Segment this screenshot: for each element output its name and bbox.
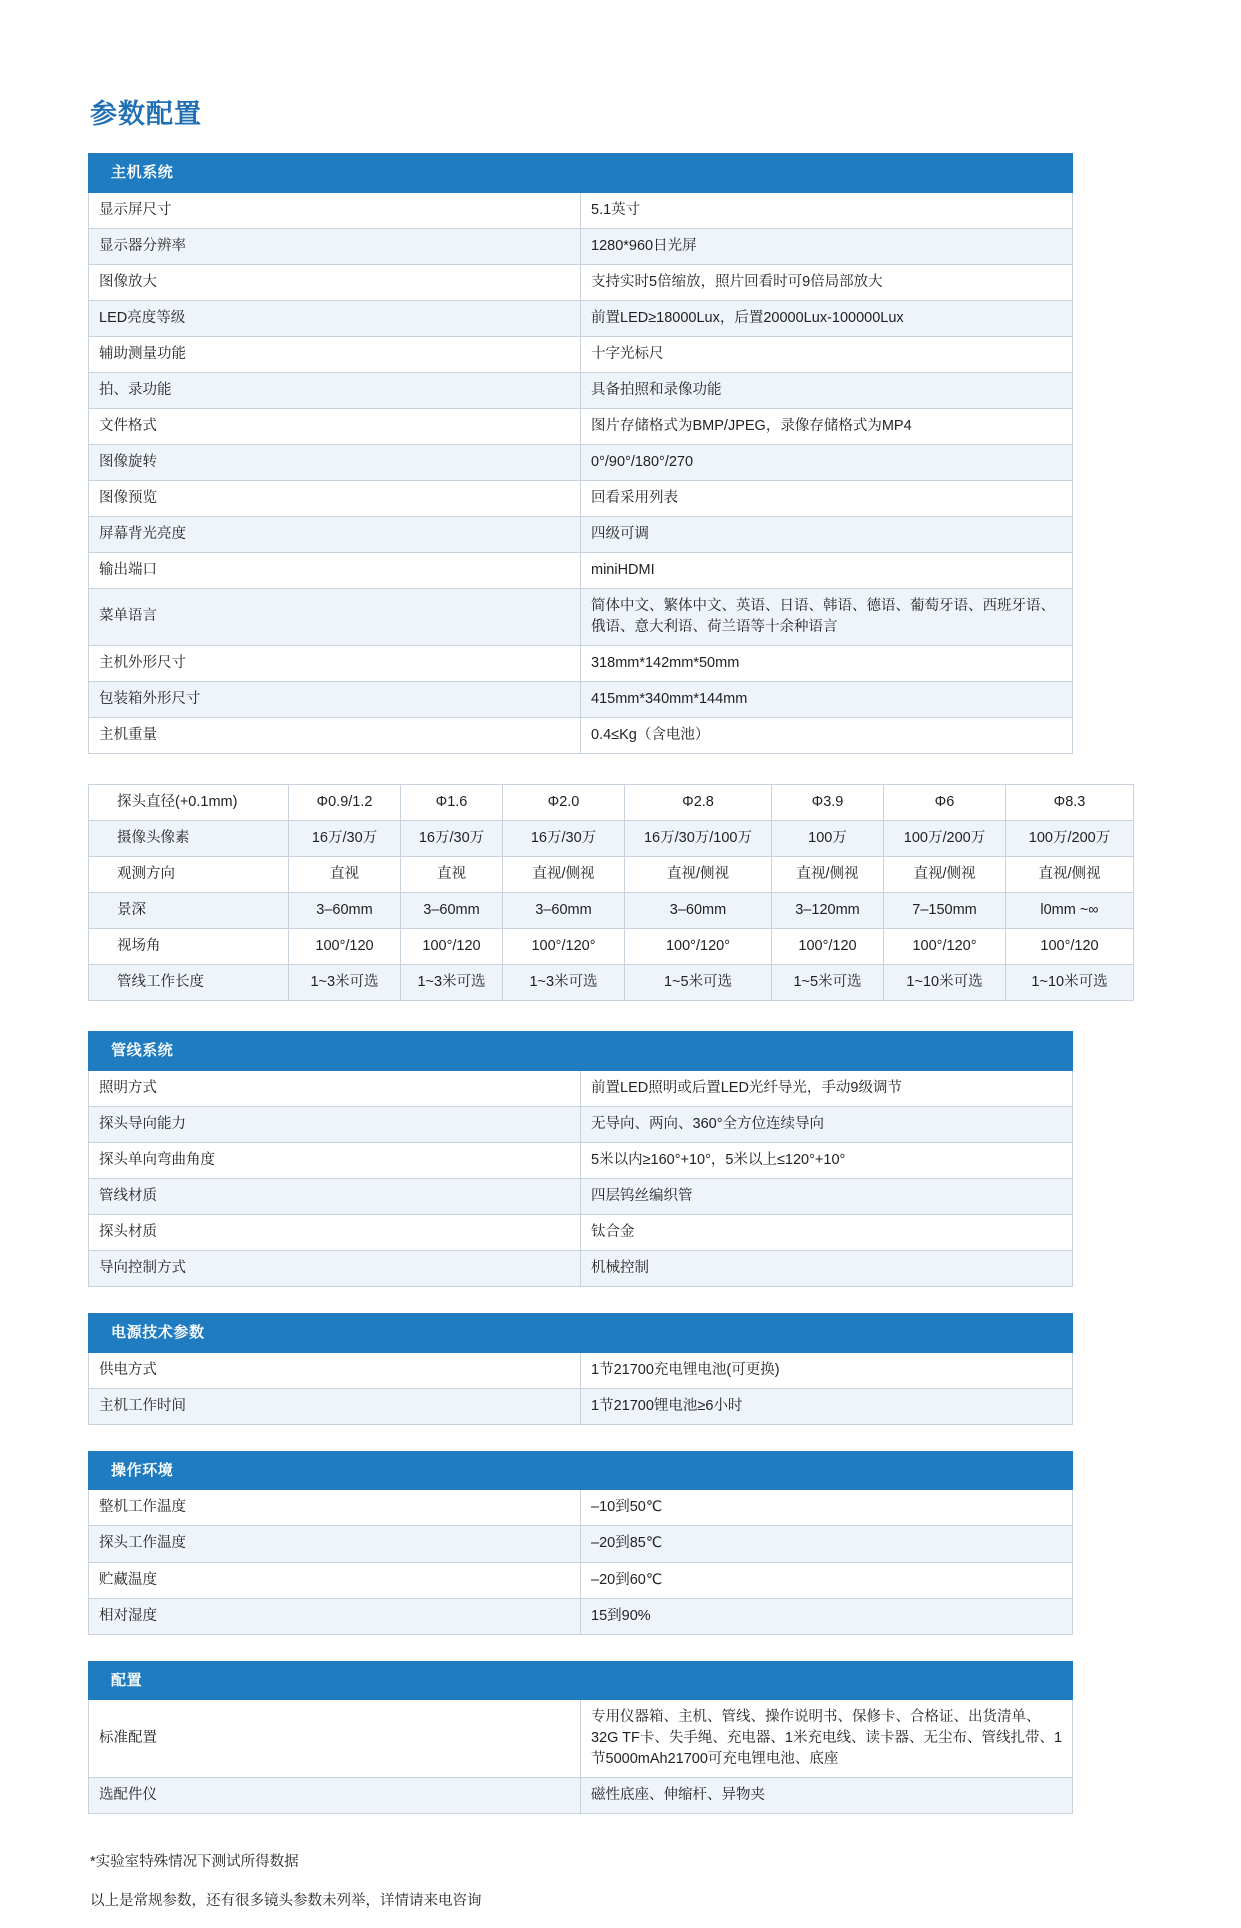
row-cell: 100°/120°	[625, 929, 772, 965]
table-row	[89, 857, 1134, 893]
section-header-pipeline-system	[89, 1032, 1073, 1071]
row-value: 318mm*142mm*50mm	[581, 645, 1073, 681]
row-value: 专用仪器箱、主机、管线、操作说明书、保修卡、合格证、出货清单、32G TF卡、失手绳、充电器、1米充电线、读卡器、无尘布、管线扎带、1节5000mAh21700可充电锂电池、底座	[581, 1700, 1073, 1778]
spacer	[88, 1425, 1073, 1451]
row-value: 四级可调	[581, 516, 1073, 552]
row-cell: 1~10米可选	[1006, 965, 1134, 1001]
row-label: 视场角	[89, 929, 289, 965]
row-cell: 3–60mm	[503, 893, 625, 929]
table-row	[89, 821, 1134, 857]
row-value: 磁性底座、伸缩杆、异物夹	[581, 1778, 1073, 1814]
row-label: 探头直径(+0.1mm)	[89, 785, 289, 821]
row-label: 照明方式	[89, 1070, 581, 1106]
row-cell: Φ6	[884, 785, 1006, 821]
row-cell: 3–120mm	[772, 893, 884, 929]
row-label: 观测方向	[89, 857, 289, 893]
table-row	[89, 929, 1134, 965]
spacer	[88, 1001, 1073, 1031]
section-header-host-system	[89, 154, 1073, 193]
host-system-table	[88, 153, 1073, 754]
table-row	[89, 681, 1073, 717]
row-value: 十字光标尺	[581, 336, 1073, 372]
row-label: 探头工作温度	[89, 1526, 581, 1562]
row-value: 1280*960日光屏	[581, 228, 1073, 264]
spacer	[88, 1287, 1073, 1313]
row-cell: 3–60mm	[625, 893, 772, 929]
row-cell: 3–60mm	[289, 893, 401, 929]
row-value: 5米以内≥160°+10°，5米以上≤120°+10°	[581, 1142, 1073, 1178]
table-row	[89, 372, 1073, 408]
row-value: 1节21700充电锂电池(可更换)	[581, 1352, 1073, 1388]
table-row	[89, 893, 1134, 929]
row-label: 选配件仪	[89, 1778, 581, 1814]
operating-environment-table	[88, 1451, 1073, 1635]
table-row	[89, 1142, 1073, 1178]
row-cell: 7–150mm	[884, 893, 1006, 929]
pipeline-system-table	[88, 1031, 1073, 1287]
row-label: LED亮度等级	[89, 300, 581, 336]
row-cell: 直视/侧视	[772, 857, 884, 893]
row-cell: 直视/侧视	[625, 857, 772, 893]
table-row	[89, 588, 1073, 645]
row-cell: 直视/侧视	[1006, 857, 1134, 893]
table-row	[89, 300, 1073, 336]
table-row	[89, 264, 1073, 300]
probe-spec-table	[88, 784, 1134, 1001]
row-value: 1节21700锂电池≥6小时	[581, 1388, 1073, 1424]
row-cell: 直视	[401, 857, 503, 893]
table-row	[89, 1250, 1073, 1286]
row-cell: Φ0.9/1.2	[289, 785, 401, 821]
section-header-power-parameters	[89, 1313, 1073, 1352]
row-label: 菜单语言	[89, 588, 581, 645]
table-row	[89, 408, 1073, 444]
row-cell: l0mm ~∞	[1006, 893, 1134, 929]
row-cell: 100°/120°	[884, 929, 1006, 965]
row-cell: 1~3米可选	[503, 965, 625, 1001]
row-cell: 16万/30万	[289, 821, 401, 857]
page-title: 参数配置	[90, 99, 202, 129]
configuration-table	[88, 1661, 1073, 1815]
row-label: 文件格式	[89, 408, 581, 444]
row-label: 标准配置	[89, 1700, 581, 1778]
section-header-label: 管线系统	[89, 1032, 1073, 1071]
row-label: 探头材质	[89, 1214, 581, 1250]
row-cell: 1~5米可选	[625, 965, 772, 1001]
row-value: 具备拍照和录像功能	[581, 372, 1073, 408]
row-value: –20到85℃	[581, 1526, 1073, 1562]
row-label: 输出端口	[89, 552, 581, 588]
table-row	[89, 1700, 1073, 1778]
row-label: 包装箱外形尺寸	[89, 681, 581, 717]
table-row	[89, 645, 1073, 681]
row-value: 支持实时5倍缩放，照片回看时可9倍局部放大	[581, 264, 1073, 300]
table-row	[89, 228, 1073, 264]
row-value: –10到50℃	[581, 1490, 1073, 1526]
table-row	[89, 480, 1073, 516]
row-label: 整机工作温度	[89, 1490, 581, 1526]
row-value: 简体中文、繁体中文、英语、日语、韩语、德语、葡萄牙语、西班牙语、俄语、意大利语、荷兰语等十余种语言	[581, 588, 1073, 645]
row-label: 探头单向弯曲角度	[89, 1142, 581, 1178]
row-cell: 1~3米可选	[401, 965, 503, 1001]
table-row	[89, 336, 1073, 372]
row-cell: Φ2.8	[625, 785, 772, 821]
row-cell: 100万/200万	[1006, 821, 1134, 857]
section-header-label: 配置	[89, 1661, 1073, 1700]
row-cell: 1~5米可选	[772, 965, 884, 1001]
table-row	[89, 1178, 1073, 1214]
row-value: 415mm*340mm*144mm	[581, 681, 1073, 717]
table-row	[89, 192, 1073, 228]
section-header-label: 主机系统	[89, 154, 1073, 193]
row-cell: 直视	[289, 857, 401, 893]
row-label: 导向控制方式	[89, 1250, 581, 1286]
row-value: 0.4≤Kg（含电池）	[581, 717, 1073, 753]
row-value: 回看采用列表	[581, 480, 1073, 516]
row-label: 图像预览	[89, 480, 581, 516]
row-label: 景深	[89, 893, 289, 929]
spacer	[88, 754, 1073, 784]
table-row	[89, 1778, 1073, 1814]
row-cell: Φ1.6	[401, 785, 503, 821]
row-label: 显示器分辨率	[89, 228, 581, 264]
row-label: 屏幕背光亮度	[89, 516, 581, 552]
row-cell: 100°/120	[1006, 929, 1134, 965]
row-cell: 16万/30万	[503, 821, 625, 857]
row-label: 摄像头像素	[89, 821, 289, 857]
row-label: 供电方式	[89, 1352, 581, 1388]
row-label: 图像旋转	[89, 444, 581, 480]
section-header-label: 电源技术参数	[89, 1313, 1073, 1352]
table-row	[89, 1490, 1073, 1526]
row-cell: Φ3.9	[772, 785, 884, 821]
row-cell: 16万/30万/100万	[625, 821, 772, 857]
table-row	[89, 1526, 1073, 1562]
row-value: 无导向、两向、360°全方位连续导向	[581, 1106, 1073, 1142]
section-header-label: 操作环境	[89, 1451, 1073, 1490]
spacer	[88, 1635, 1073, 1661]
row-value: miniHDMI	[581, 552, 1073, 588]
row-label: 辅助测量功能	[89, 336, 581, 372]
table-row	[89, 1106, 1073, 1142]
row-cell: 1~10米可选	[884, 965, 1006, 1001]
table-row	[89, 717, 1073, 753]
row-cell: 直视/侧视	[503, 857, 625, 893]
row-cell: Φ2.0	[503, 785, 625, 821]
footnote-1: *实验室特殊情况下测试所得数据	[90, 1854, 299, 1871]
table-row	[89, 785, 1134, 821]
section-header-configuration	[89, 1661, 1073, 1700]
row-label: 拍、录功能	[89, 372, 581, 408]
row-label: 图像放大	[89, 264, 581, 300]
content-area	[88, 92, 1111, 1928]
row-value: –20到60℃	[581, 1562, 1073, 1598]
table-row	[89, 1214, 1073, 1250]
row-cell: 1~3米可选	[289, 965, 401, 1001]
row-label: 主机重量	[89, 717, 581, 753]
row-label: 主机工作时间	[89, 1388, 581, 1424]
row-value: 前置LED≥18000Lux，后置20000Lux-100000Lux	[581, 300, 1073, 336]
footnotes	[90, 1850, 1073, 1910]
table-row	[89, 444, 1073, 480]
table-row	[89, 965, 1134, 1001]
row-label: 管线材质	[89, 1178, 581, 1214]
row-value: 15到90%	[581, 1598, 1073, 1634]
table-row	[89, 1388, 1073, 1424]
row-cell: 100°/120°	[503, 929, 625, 965]
row-label: 管线工作长度	[89, 965, 289, 1001]
row-cell: Φ8.3	[1006, 785, 1134, 821]
table-row	[89, 552, 1073, 588]
row-cell: 16万/30万	[401, 821, 503, 857]
row-value: 0°/90°/180°/270	[581, 444, 1073, 480]
row-cell: 100°/120	[772, 929, 884, 965]
table-row	[89, 1070, 1073, 1106]
row-cell: 100°/120	[401, 929, 503, 965]
row-value: 5.1英寸	[581, 192, 1073, 228]
table-row	[89, 1598, 1073, 1634]
row-label: 显示屏尺寸	[89, 192, 581, 228]
footnote-2: 以上是常规参数，还有很多镜头参数未列举，详情请来电咨询	[90, 1893, 482, 1910]
row-cell: 100万/200万	[884, 821, 1006, 857]
row-label: 探头导向能力	[89, 1106, 581, 1142]
section-header-operating-environment	[89, 1451, 1073, 1490]
row-value: 图片存储格式为BMP/JPEG，录像存储格式为MP4	[581, 408, 1073, 444]
row-label: 相对湿度	[89, 1598, 581, 1634]
row-cell: 3–60mm	[401, 893, 503, 929]
row-value: 机械控制	[581, 1250, 1073, 1286]
table-row	[89, 1562, 1073, 1598]
power-parameters-table	[88, 1313, 1073, 1425]
row-value: 钛合金	[581, 1214, 1073, 1250]
row-label: 贮藏温度	[89, 1562, 581, 1598]
row-cell: 100万	[772, 821, 884, 857]
row-value: 前置LED照明或后置LED光纤导光，手动9级调节	[581, 1070, 1073, 1106]
row-value: 四层钨丝编织管	[581, 1178, 1073, 1214]
table-row	[89, 1352, 1073, 1388]
table-row	[89, 516, 1073, 552]
row-label: 主机外形尺寸	[89, 645, 581, 681]
row-cell: 直视/侧视	[884, 857, 1006, 893]
row-cell: 100°/120	[289, 929, 401, 965]
